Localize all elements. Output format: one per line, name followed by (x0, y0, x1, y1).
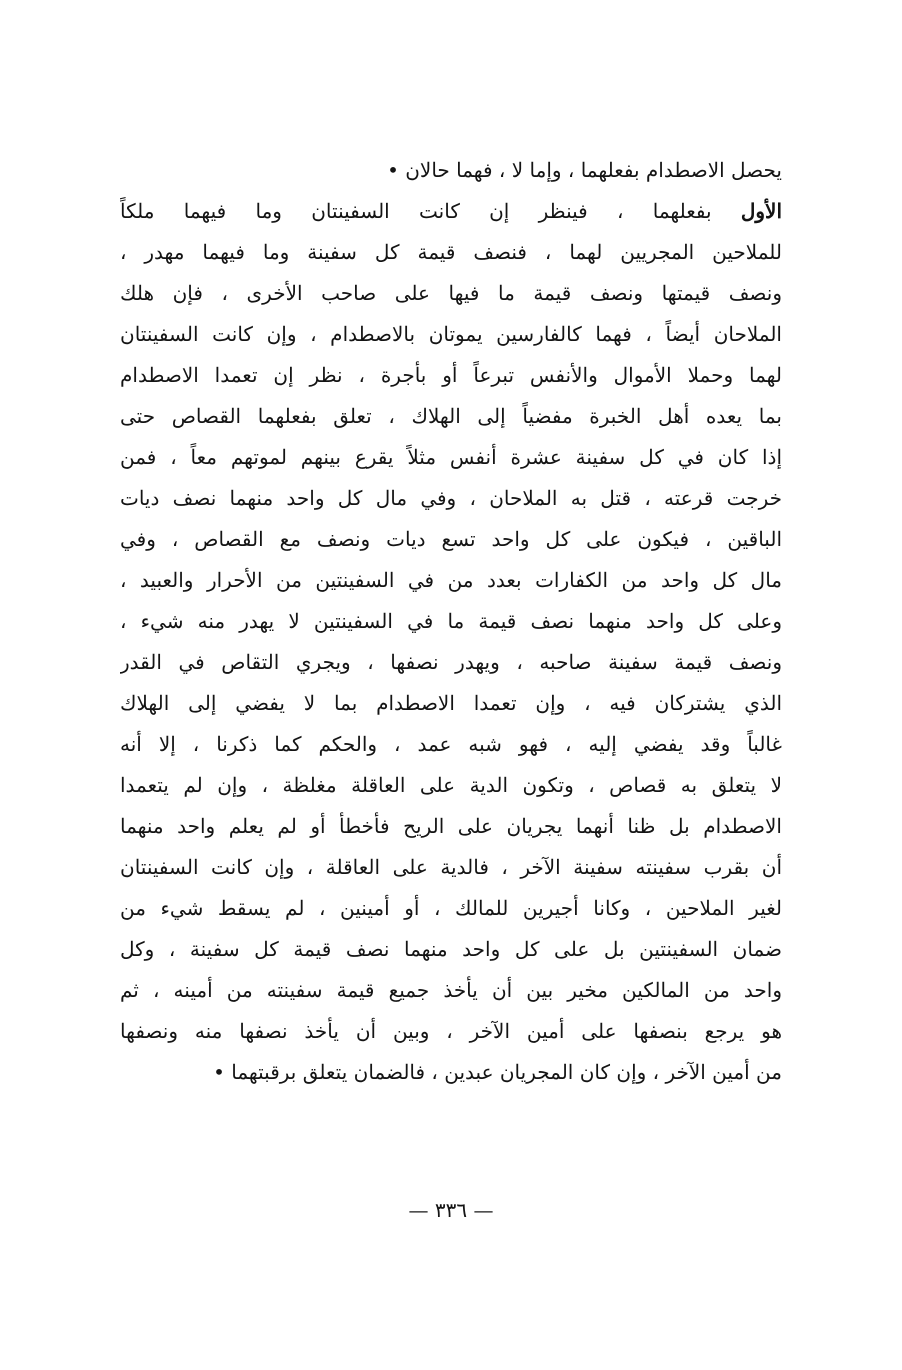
text-line-22: من أمين الآخر ، وإن كان المجريان عبدين ، فالضمان يتعلق برقبتهما • (213, 1060, 782, 1084)
text-line-15: لا يتعلق به قصاص ، وتكون الدية على العاقلة مغلظة ، وإن لم يتعمدا (120, 773, 782, 797)
page-number: — ٣٣٦ — (408, 1198, 494, 1222)
text-line-6: بما يعده أهل الخبرة مفضياً إلى الهلاك ، تعلق بفعلهما القصاص حتى (120, 404, 782, 428)
text-line-10: مال كل واحد من الكفارات بعدد من في السفينتين من الأحرار والعبيد ، (120, 568, 782, 592)
text-line-20: واحد من المالكين مخير بين أن يأخذ جميع قيمة سفينته من أمينه ، ثم (120, 978, 782, 1002)
text-line-3: ونصف قيمتها ونصف قيمة ما فيها على صاحب الأخرى ، فإن هلك (120, 281, 782, 305)
text-line-14: غالباً وقد يفضي إليه ، فهو شبه عمد ، والحكم كما ذكرنا ، إلا أنه (120, 732, 782, 756)
body-text (120, 150, 782, 1093)
text-line-11: وعلى كل واحد منهما نصف قيمة ما في السفينتين لا يهدر منه شيء ، (120, 609, 782, 633)
text-line-17: أن بقرب سفينته سفينة الآخر ، فالدية على العاقلة ، وإن كانت السفينتان (120, 855, 782, 879)
text-line-8: خرجت قرعته ، قتل به الملاحان ، وفي مال كل واحد منهما نصف ديات (120, 486, 782, 510)
text-line-9: الباقين ، فيكون على كل واحد تسع ديات ونصف مع القصاص ، وفي (120, 527, 782, 551)
text-line-12: ونصف قيمة سفينة صاحبه ، ويهدر نصفها ، ويجري التقاص في القدر (120, 650, 782, 674)
text-line-18: لغير الملاحين ، وكانا أجيرين للمالك ، أو أمينين ، لم يسقط شيء من (120, 896, 782, 920)
text-line-2: للملاحين المجريين لهما ، فنصف قيمة كل سفينة وما فيهما مهدر ، (120, 240, 782, 264)
text-line-1-rest: بفعلهما ، فينظر إن كانت السفينتان وما فيهما ملكاً (120, 199, 712, 223)
text-line-16: الاصطدام بل ظنا أنهما يجريان على الريح فأخطأ أو لم يعلم واحد منهما (120, 814, 782, 838)
text-line-4: الملاحان أيضاً ، فهما كالفارسين يموتان بالاصطدام ، وإن كانت السفينتان (120, 322, 782, 346)
intro-line: يحصل الاصطدام بفعلهما ، وإما لا ، فهما حالان • (387, 158, 782, 182)
text-line-21: هو يرجع بنصفها على أمين الآخر ، وبين أن يأخذ نصفها منه ونصفها (120, 1019, 782, 1043)
text-line-19: ضمان السفينتين بل على كل واحد منهما نصف قيمة كل سفينة ، وكل (120, 937, 782, 961)
text-line-13: الذي يشتركان فيه ، وإن تعمدا الاصطدام بما لا يفضي إلى الهلاك (120, 691, 782, 715)
text-line-1 (120, 191, 782, 232)
text-line-5: لهما وحملا الأموال والأنفس تبرعاً أو بأجرة ، نظر إن تعمدا الاصطدام (120, 363, 782, 387)
text-line-7: إذا كان في كل سفينة عشرة أنفس مثلاً يقرع بينهم لموتهم معاً ، فمن (120, 445, 782, 469)
first-word: الأول (740, 199, 782, 223)
